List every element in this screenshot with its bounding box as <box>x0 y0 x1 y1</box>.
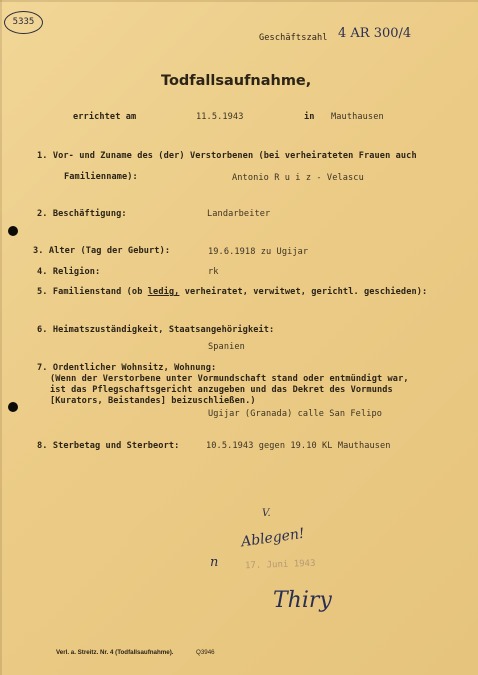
date-stamp: 17. Juni 1943 <box>244 558 316 572</box>
punch-hole-top <box>8 226 18 236</box>
in-label: in <box>304 112 315 122</box>
item-5-label-prefix: 5. Familienstand (ob <box>37 287 143 297</box>
punch-hole-bottom <box>8 402 18 412</box>
item-7-note-line1: (Wenn der Verstorbene unter Vormundschaft stand oder entmündigt war, <box>50 374 409 384</box>
item-1-value: Antonio R u i z - Velascu <box>232 173 364 183</box>
place-value: Mauthausen <box>331 112 384 122</box>
item-7-value: Ugijar (Granada) calle San Felipo <box>208 409 383 419</box>
item-8-value: 10.5.1943 gegen 19.10 KL Mauthausen <box>206 441 391 451</box>
annotation-handwriting: Ablegen! <box>240 525 306 551</box>
item-2-value: Landarbeiter <box>207 209 271 219</box>
archive-number-oval: 5335 <box>4 11 43 34</box>
geschaeftszahl-value: 4 AR 300/4 <box>338 26 412 41</box>
footer-code: Q3946 <box>196 649 215 656</box>
item-5-label <box>37 287 427 297</box>
item-6-label: 6. Heimatszuständigkeit, Staatsangehörigkeit: <box>37 325 275 335</box>
footer-form-reference: Verl. a. Streitz. Nr. 4 (Todfallsaufnahme). <box>56 649 174 656</box>
item-7-label: 7. Ordentlicher Wohnsitz, Wohnung: <box>37 363 217 373</box>
paper-edge-top <box>0 0 478 2</box>
item-4-value: rk <box>208 267 219 277</box>
geschaeftszahl-label: Geschäftszahl <box>259 33 328 43</box>
errichtet-date: 11.5.1943 <box>196 112 244 122</box>
document-title: Todfallsaufnahme, <box>161 73 312 89</box>
item-5-option-selected: ledig, <box>147 287 180 297</box>
item-3-value: 19.6.1918 zu Ugijar <box>208 247 309 257</box>
item-1-label-line1: 1. Vor- und Zuname des (der) Verstorbenen (bei verheirateten Frauen auch <box>37 151 417 161</box>
paper-edge-left <box>0 0 2 675</box>
item-8-label: 8. Sterbetag und Sterbeort: <box>37 441 180 451</box>
item-5-label-suffix: verheiratet, verwitwet, gerichtl. geschieden): <box>184 287 428 297</box>
errichtet-label: errichtet am <box>73 112 137 122</box>
signature: Thiry <box>273 588 332 613</box>
item-6-value: Spanien <box>208 342 245 352</box>
item-3-label: 3. Alter (Tag der Geburt): <box>33 246 171 256</box>
item-7-note-line2: ist das Pflegschaftsgericht anzugeben und das Dekret des Vormunds <box>50 385 393 395</box>
item-1-label-line2: Familienname): <box>64 172 138 182</box>
annotation-mark: V. <box>262 508 271 519</box>
annotation-prefix: n <box>210 555 219 570</box>
item-7-note-line3: [Kurators, Beistandes] beizuschließen.) <box>50 396 256 406</box>
item-2-label: 2. Beschäftigung: <box>37 209 127 219</box>
item-4-label: 4. Religion: <box>37 267 101 277</box>
